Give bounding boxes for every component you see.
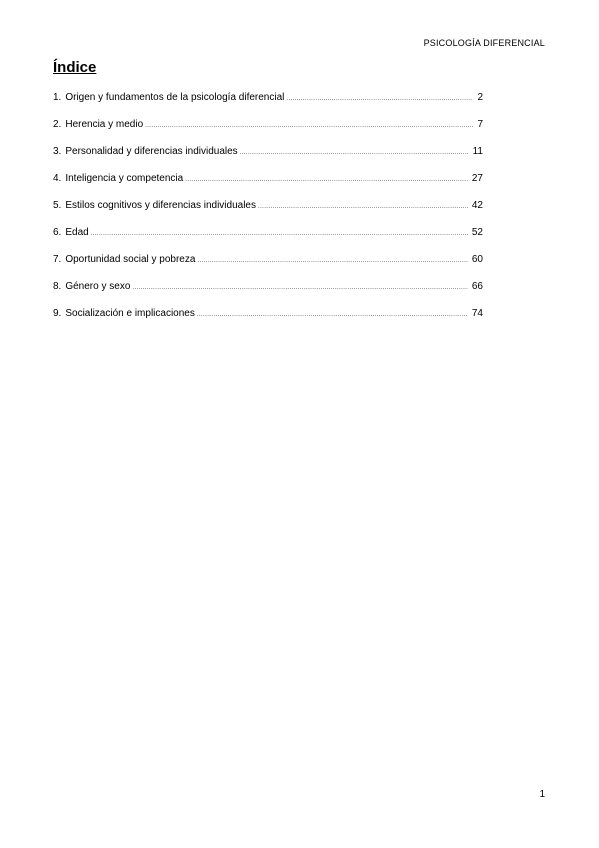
toc-leader-dots	[185, 177, 468, 183]
toc-leader-dots	[197, 258, 467, 264]
toc-entry-page: 11	[472, 146, 483, 157]
toc-entry-number: 4.	[53, 173, 62, 184]
toc-entry-page: 2	[477, 92, 483, 103]
toc-entry-8[interactable]	[53, 281, 483, 308]
toc-title: Índice	[53, 59, 97, 76]
toc-entry-page: 74	[471, 308, 483, 319]
page-number: 1	[539, 789, 545, 800]
toc-entry-label: Herencia y medio	[65, 119, 144, 130]
toc-entry-page: 66	[471, 281, 483, 292]
toc-entry-2[interactable]	[53, 119, 483, 146]
toc-leader-dots	[132, 285, 467, 291]
table-of-contents	[53, 92, 483, 335]
toc-entry-label: Estilos cognitivos y diferencias individuales	[65, 200, 256, 211]
toc-entry-number: 7.	[53, 254, 62, 265]
toc-entry-6[interactable]	[53, 227, 483, 254]
page-header: PSICOLOGÍA DIFERENCIAL	[423, 38, 545, 48]
toc-entry-5[interactable]	[53, 200, 483, 227]
toc-entry-9[interactable]	[53, 308, 483, 335]
toc-leader-dots	[258, 204, 468, 210]
toc-entry-label: Oportunidad social y pobreza	[65, 254, 196, 265]
toc-entry-1[interactable]	[53, 92, 483, 119]
toc-leader-dots	[240, 150, 469, 156]
toc-entry-label: Inteligencia y competencia	[65, 173, 184, 184]
toc-entry-page: 42	[471, 200, 483, 211]
toc-entry-label: Origen y fundamentos de la psicología diferencial	[65, 92, 285, 103]
toc-entry-page: 7	[477, 119, 483, 130]
toc-entry-page: 52	[471, 227, 483, 238]
toc-entry-page: 60	[471, 254, 483, 265]
toc-entry-label: Edad	[65, 227, 89, 238]
toc-entry-7[interactable]	[53, 254, 483, 281]
toc-leader-dots	[197, 312, 468, 318]
toc-entry-page: 27	[471, 173, 483, 184]
toc-leader-dots	[286, 96, 473, 102]
toc-entry-number: 9.	[53, 308, 62, 319]
toc-entry-number: 8.	[53, 281, 62, 292]
toc-entry-number: 6.	[53, 227, 62, 238]
toc-entry-number: 5.	[53, 200, 62, 211]
toc-entry-number: 1.	[53, 92, 62, 103]
toc-leader-dots	[91, 231, 468, 237]
toc-entry-label: Socialización e implicaciones	[65, 308, 195, 319]
toc-entry-number: 3.	[53, 146, 62, 157]
toc-entry-label: Género y sexo	[65, 281, 131, 292]
toc-leader-dots	[145, 123, 473, 129]
toc-entry-4[interactable]	[53, 173, 483, 200]
toc-entry-label: Personalidad y diferencias individuales	[65, 146, 238, 157]
toc-entry-3[interactable]	[53, 146, 483, 173]
toc-entry-number: 2.	[53, 119, 62, 130]
